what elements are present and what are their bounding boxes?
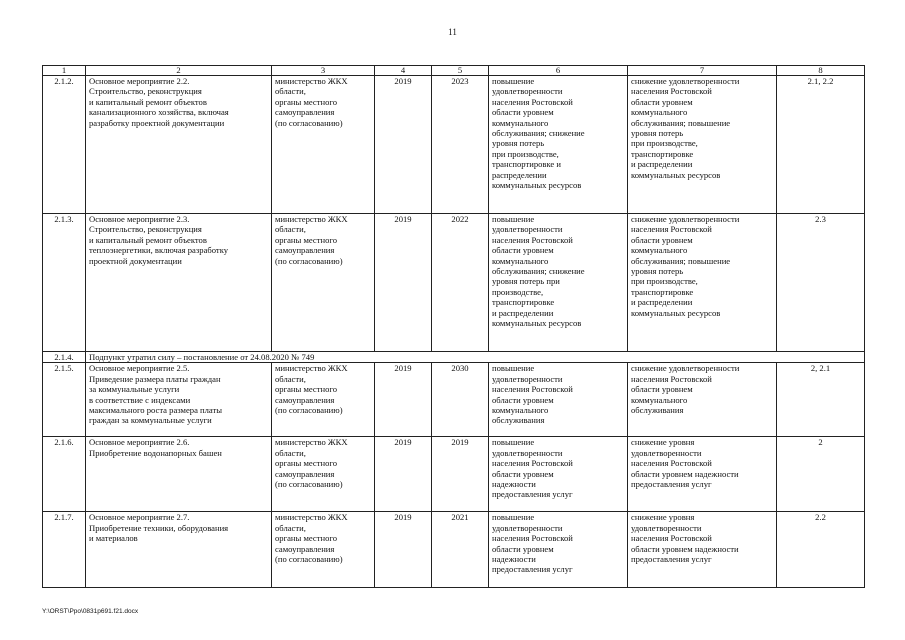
table-row [43, 437, 865, 512]
executor: министерство ЖКХ области, органы местного самоуправления (по согласованию) [272, 214, 375, 352]
column-header: 3 [272, 66, 375, 76]
executor: министерство ЖКХ области, органы местного самоуправления (по согласованию) [272, 512, 375, 588]
executor: министерство ЖКХ области, органы местного самоуправления (по согласованию) [272, 76, 375, 214]
start-year: 2019 [375, 437, 432, 512]
row-number: 2.1.5. [43, 363, 86, 437]
column-header: 6 [489, 66, 628, 76]
start-year: 2019 [375, 512, 432, 588]
table-row-merged [43, 352, 865, 363]
non-implementation-consequence: снижение уровня удовлетворенности населения Ростовской области уровнем надежности предоставления услуг [628, 437, 777, 512]
indicator-link: 2 [777, 437, 865, 512]
start-year: 2019 [375, 214, 432, 352]
indicator-link: 2.3 [777, 214, 865, 352]
end-year: 2021 [432, 512, 489, 588]
non-implementation-consequence: снижение удовлетворенности населения Ростовской области уровнем коммунального обслуживания; повышение уровня потерь при производстве, транспортировке и распределении коммунальных ресурсов [628, 76, 777, 214]
end-year: 2023 [432, 76, 489, 214]
non-implementation-consequence: снижение уровня удовлетворенности населения Ростовской области уровнем надежности предоставления услуг [628, 512, 777, 588]
repealed-note: Подпункт утратил силу – постановление от 24.08.2020 № 749 [86, 352, 865, 363]
expected-result: повышение удовлетворенности населения Ростовской области уровнем коммунального обслуживания; снижение уровня потерь при производстве, транспортировке и распределении коммунальных ресурсов [489, 214, 628, 352]
event-name: Основное мероприятие 2.3. Строительство, реконструкция и капитальный ремонт объектов теплоэнергетики, включая разработку проектной документации [86, 214, 272, 352]
indicator-link: 2.1, 2.2 [777, 76, 865, 214]
event-name: Основное мероприятие 2.5. Приведение размера платы граждан за коммунальные услуги в соответствие с индексами максимального роста размера платы граждан за коммунальные услуги [86, 363, 272, 437]
end-year: 2022 [432, 214, 489, 352]
column-header: 7 [628, 66, 777, 76]
start-year: 2019 [375, 76, 432, 214]
table-row [43, 76, 865, 214]
executor: министерство ЖКХ области, органы местного самоуправления (по согласованию) [272, 437, 375, 512]
expected-result: повышение удовлетворенности населения Ростовской области уровнем надежности предоставления услуг [489, 512, 628, 588]
row-number: 2.1.6. [43, 437, 86, 512]
measures-table [42, 65, 865, 588]
table-row [43, 363, 865, 437]
expected-result: повышение удовлетворенности населения Ростовской области уровнем коммунального обслуживания [489, 363, 628, 437]
column-header: 5 [432, 66, 489, 76]
page-number: 11 [448, 27, 457, 37]
column-header: 4 [375, 66, 432, 76]
row-number: 2.1.2. [43, 76, 86, 214]
expected-result: повышение удовлетворенности населения Ростовской области уровнем коммунального обслуживания; снижение уровня потерь при производстве, транспортировке и распределении коммунальных ресурсов [489, 76, 628, 214]
column-header: 8 [777, 66, 865, 76]
row-number: 2.1.3. [43, 214, 86, 352]
executor: министерство ЖКХ области, органы местного самоуправления (по согласованию) [272, 363, 375, 437]
non-implementation-consequence: снижение удовлетворенности населения Ростовской области уровнем коммунального обслуживания; повышение уровня потерь при производстве, транспортировке и распределении коммунальных ресурсов [628, 214, 777, 352]
header-row [43, 66, 865, 76]
column-header: 1 [43, 66, 86, 76]
row-number: 2.1.7. [43, 512, 86, 588]
column-header: 2 [86, 66, 272, 76]
indicator-link: 2, 2.1 [777, 363, 865, 437]
event-name: Основное мероприятие 2.2. Строительство, реконструкция и капитальный ремонт объектов канализационного хозяйства, включая разработку проектной документации [86, 76, 272, 214]
non-implementation-consequence: снижение удовлетворенности населения Ростовской области уровнем коммунального обслуживания [628, 363, 777, 437]
indicator-link: 2.2 [777, 512, 865, 588]
start-year: 2019 [375, 363, 432, 437]
end-year: 2030 [432, 363, 489, 437]
end-year: 2019 [432, 437, 489, 512]
event-name: Основное мероприятие 2.7. Приобретение техники, оборудования и материалов [86, 512, 272, 588]
row-number: 2.1.4. [43, 352, 86, 363]
table-row [43, 214, 865, 352]
expected-result: повышение удовлетворенности населения Ростовской области уровнем надежности предоставления услуг [489, 437, 628, 512]
footer-file-path: Y:\ORST\Ppo\0831p691.f21.docx [42, 608, 139, 615]
table-row [43, 512, 865, 588]
event-name: Основное мероприятие 2.6. Приобретение водонапорных башен [86, 437, 272, 512]
